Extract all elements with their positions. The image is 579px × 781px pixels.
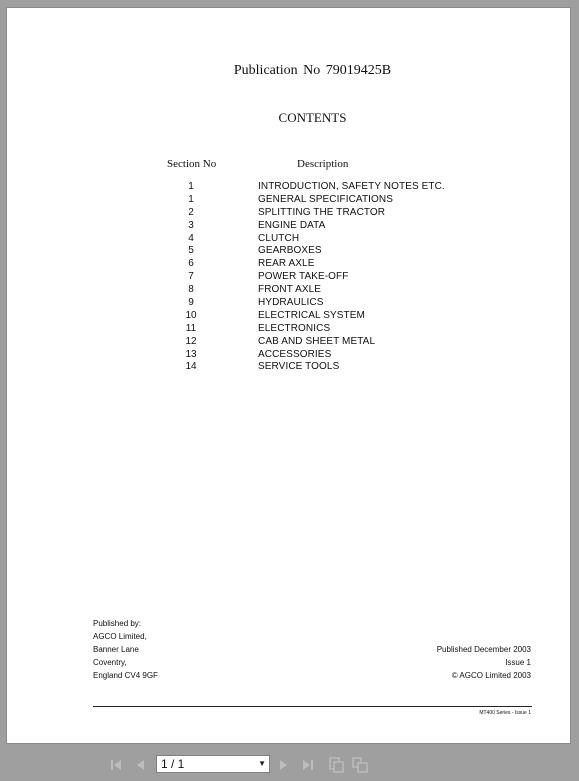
copyright: © AGCO Limited 2003 [451, 671, 531, 680]
toc-row [7, 207, 570, 220]
publisher-line: Coventry, [93, 658, 127, 667]
toc-row [7, 181, 570, 194]
toc-section-number: 1 [188, 193, 194, 205]
toc-section-number: 2 [188, 206, 194, 218]
last-page-icon [301, 758, 315, 772]
single-page-view-icon [328, 757, 344, 773]
two-page-view-icon [352, 757, 368, 773]
publisher-line: AGCO Limited, [93, 632, 147, 641]
toc-description: CLUTCH [258, 232, 300, 244]
toc-description: SPLITTING THE TRACTOR [258, 206, 386, 218]
toc-section-number: 4 [188, 232, 194, 244]
publication-number: Publication No 79019425B [233, 63, 392, 78]
next-page-icon [277, 758, 291, 772]
toc-row [7, 361, 570, 374]
first-page-button[interactable] [106, 755, 126, 775]
toc-row [7, 297, 570, 310]
toc-row [7, 233, 570, 246]
toc-row [7, 220, 570, 233]
page-indicator: 1 / 1 [161, 757, 185, 771]
next-page-button[interactable] [274, 755, 294, 775]
publisher-line: Banner Lane [93, 645, 139, 654]
toc-description: FRONT AXLE [258, 284, 322, 296]
contents-list [7, 181, 570, 374]
previous-page-button[interactable] [130, 755, 150, 775]
toc-row [7, 349, 570, 362]
prev-page-icon [133, 758, 147, 772]
toc-row [7, 310, 570, 323]
single-page-view-button[interactable] [326, 755, 346, 775]
toc-row [7, 271, 570, 284]
toc-description: GENERAL SPECIFICATIONS [258, 193, 394, 205]
toc-description: ELECTRICAL SYSTEM [258, 309, 365, 321]
published-date: Published December 2003 [436, 645, 531, 654]
description-column-header: Description [297, 158, 349, 170]
publisher-line: Published by: [93, 619, 142, 628]
toc-row [7, 284, 570, 297]
publisher-address [93, 617, 158, 682]
toc-description: HYDRAULICS [258, 297, 324, 309]
section-column-header: Section No [167, 158, 217, 170]
two-page-view-button[interactable] [350, 755, 370, 775]
toc-row [7, 194, 570, 207]
toc-section-number: 10 [185, 309, 197, 321]
toc-description: REAR AXLE [258, 258, 315, 270]
toc-description: INTRODUCTION, SAFETY NOTES ETC. [258, 181, 445, 192]
toc-row [7, 336, 570, 349]
toc-row [7, 258, 570, 271]
toc-description: CAB AND SHEET METAL [258, 335, 376, 347]
last-page-button[interactable] [298, 755, 318, 775]
toc-row [7, 323, 570, 336]
toc-section-number: 9 [188, 297, 194, 309]
toc-section-number: 6 [188, 258, 194, 270]
footer-divider [93, 706, 532, 707]
issue-number: Issue 1 [505, 658, 531, 667]
document-page [7, 8, 570, 743]
first-page-icon [109, 758, 123, 772]
publication-info [437, 643, 531, 682]
toc-description: ENGINE DATA [258, 219, 326, 231]
toc-description: ELECTRONICS [258, 322, 331, 334]
page-number-select[interactable] [156, 755, 270, 773]
toc-section-number: 8 [188, 284, 194, 296]
toc-description: POWER TAKE-OFF [258, 271, 349, 283]
viewer-toolbar [0, 749, 579, 781]
toc-section-number: 11 [185, 322, 197, 334]
toc-section-number: 5 [188, 245, 194, 257]
toc-section-number: 3 [188, 219, 194, 231]
toc-section-number: 12 [185, 335, 197, 347]
toc-section-number: 7 [188, 271, 194, 283]
contents-heading: CONTENTS [278, 110, 347, 125]
toc-section-number: 13 [185, 348, 197, 360]
chevron-down-icon: ▼ [258, 759, 266, 768]
toc-section-number: 14 [185, 361, 197, 373]
publisher-line: England CV4 9GF [93, 671, 158, 680]
toc-description: SERVICE TOOLS [258, 361, 340, 373]
toc-description: ACCESSORIES [258, 348, 332, 360]
toc-description: GEARBOXES [258, 245, 322, 257]
toc-section-number: 1 [188, 181, 194, 192]
page-footer: MT400 Series - Issue 1 [479, 710, 531, 716]
toc-row [7, 245, 570, 258]
